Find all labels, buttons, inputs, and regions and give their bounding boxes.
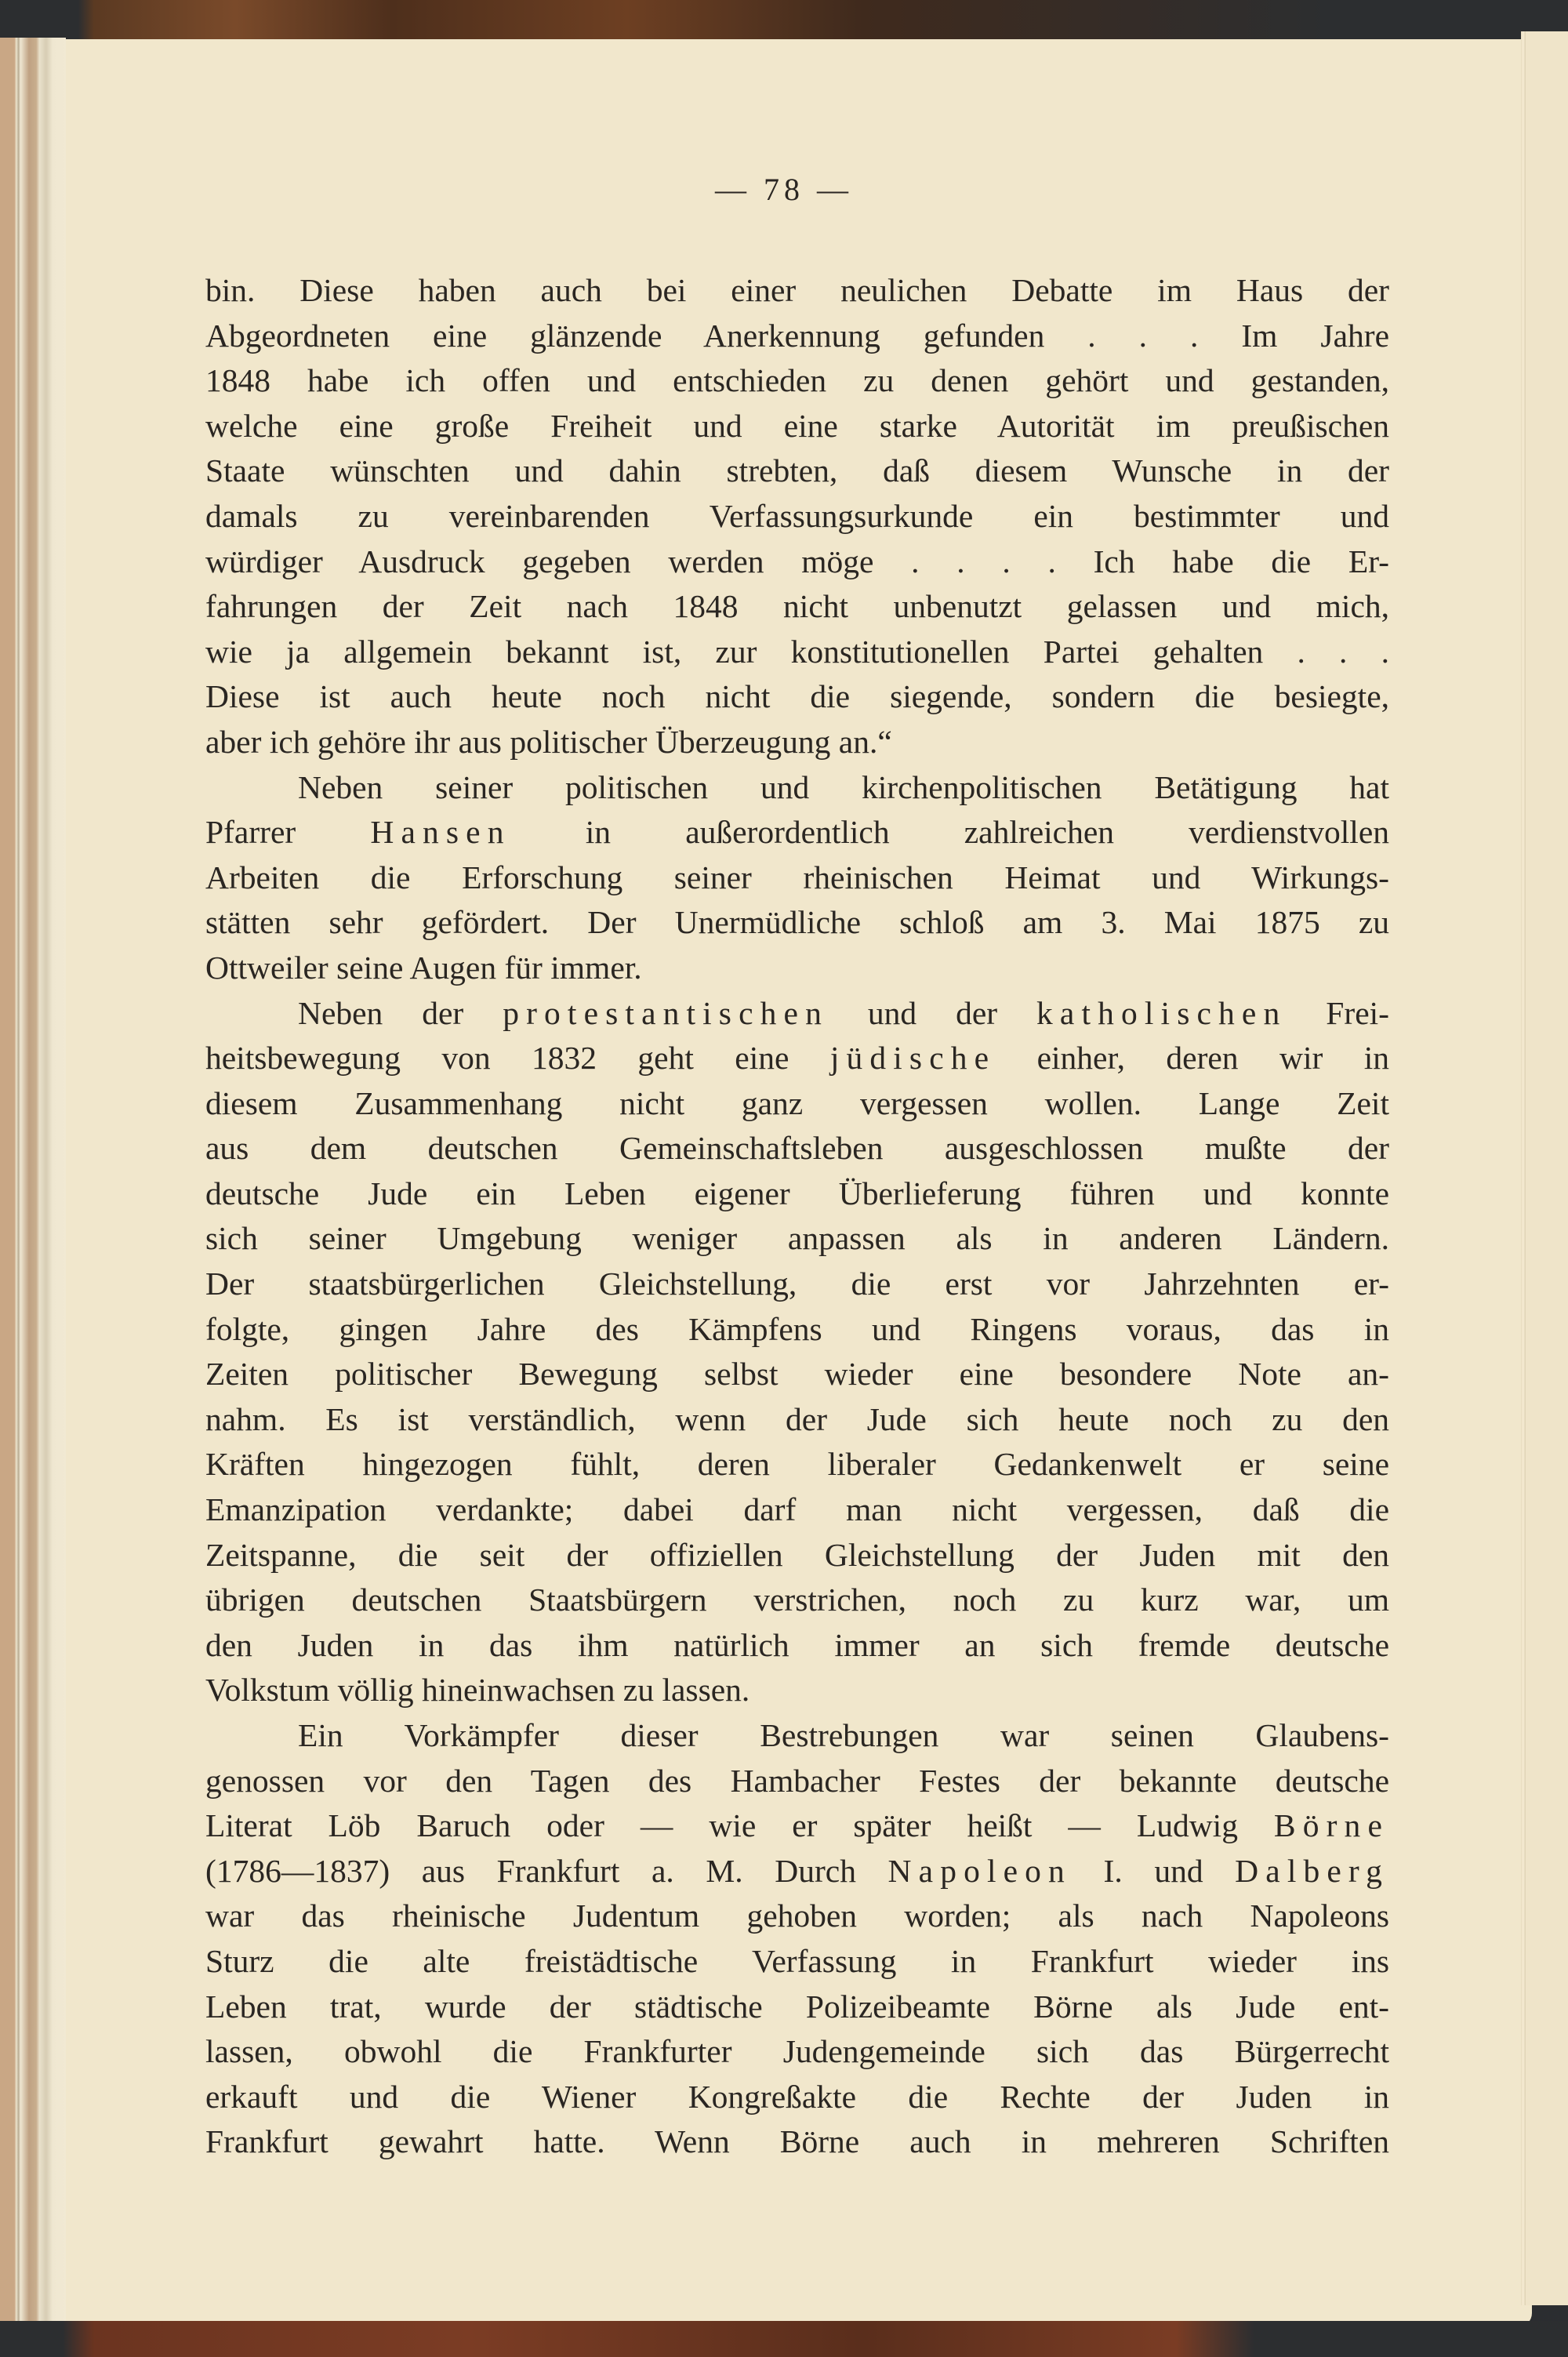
text-line: den Juden in das ihm natürlich immer an sich fremde deutsche (205, 1626, 1389, 1663)
text-run: Neben der (298, 994, 503, 1031)
text-line: Frankfurt gewahrt hatte. Wenn Börne auch in mehreren Schriften (205, 2123, 1389, 2160)
text-line: Leben trat, wurde der städtische Polizeibeamte Börne als Jude ent- (205, 1988, 1389, 2025)
emphasized-word: protestantischen (503, 994, 829, 1031)
text-line: folgte, gingen Jahre des Kämpfens und Ringens voraus, das in (205, 1310, 1389, 1347)
page-fold-line (1521, 31, 1526, 2305)
text-line: wie ja allgemein bekannt ist, zur konstitutionellen Partei gehalten . . . (205, 633, 1389, 670)
text-line: Volkstum völlig hineinwachsen zu lassen. (205, 1672, 750, 1709)
emphasized-word: katholischen (1036, 994, 1287, 1031)
text-run: in außerordentlich zahlreichen verdienstvollen (510, 814, 1389, 851)
text-line: Zeitspanne, die seit der offiziellen Gleichstellung der Juden mit den (205, 1536, 1389, 1573)
text-line: diesem Zusammenhang nicht ganz vergessen wollen. Lange Zeit (205, 1084, 1389, 1121)
text-line: erkauft und die Wiener Kongreßakte die Rechte der Juden in (205, 2078, 1389, 2115)
text-line: übrigen deutschen Staatsbürgern verstrichen, noch zu kurz war, um (205, 1582, 1389, 1618)
body-text (205, 268, 1389, 2165)
text-line: aber ich gehöre ihr aus politischer Überzeugung an.“ (205, 723, 892, 760)
emphasized-word: jüdische (829, 1040, 996, 1077)
text-line: Sturz die alte freistädtische Verfassung in Frankfurt wieder ins (205, 1942, 1389, 1979)
text-line: würdiger Ausdruck gegeben werden möge . . . . Ich habe die Er- (205, 543, 1389, 579)
text-line: deutsche Jude ein Leben eigener Überlieferung führen und konnte (205, 1175, 1389, 1211)
page-stack-left-edge (0, 38, 66, 2327)
paragraph-start-line: Neben seiner politischen und kirchenpolitischen Betätigung hat (298, 768, 1389, 805)
text-line (205, 1849, 1389, 1894)
next-page-strip (1526, 31, 1568, 2305)
text-line: damals zu vereinbarenden Verfassungsurkunde ein bestimmter und (205, 497, 1389, 534)
text-line: bin. Diese haben auch bei einer neulichen Debatte im Haus der (205, 272, 1389, 308)
text-line: Diese ist auch heute noch nicht die siegende, sondern die besiegte, (205, 678, 1389, 715)
text-line (205, 810, 1389, 855)
text-line: fahrungen der Zeit nach 1848 nicht unbenutzt gelassen und mich, (205, 588, 1389, 625)
text-line: genossen vor den Tagen des Hambacher Festes der bekannte deutsche (205, 1762, 1389, 1799)
emphasized-name: Börne (1273, 1807, 1389, 1844)
paragraph-start-line: Ein Vorkämpfer dieser Bestrebungen war seinen Glaubens- (298, 1717, 1389, 1753)
book-cover-bottom-edge (0, 2321, 1568, 2357)
text-line: lassen, obwohl die Frankfurter Judengemeinde sich das Bürgerrecht (205, 2033, 1389, 2070)
text-line: Emanzipation verdankte; dabei darf man nicht vergessen, daß die (205, 1491, 1389, 1528)
text-line: Staate wünschten und dahin strebten, daß diesem Wunsche in der (205, 452, 1389, 489)
page-number: — 78 — (715, 172, 853, 207)
text-run: heitsbewegung von 1832 geht eine (205, 1040, 830, 1077)
text-line: stätten sehr gefördert. Der Unermüdliche schloß am 3. Mai 1875 zu (205, 904, 1389, 941)
text-line (205, 1036, 1389, 1081)
paragraph-start-line (205, 991, 1389, 1037)
text-run: Pfarrer (205, 814, 371, 851)
text-line: welche eine große Freiheit und eine starke Autorität im preußischen (205, 407, 1389, 444)
text-run: und der (828, 994, 1037, 1031)
emphasized-name: Napoleon (887, 1852, 1072, 1889)
text-line: Zeiten politischer Bewegung selbst wieder eine besondere Note an- (205, 1356, 1389, 1393)
text-run: Literat Löb Baruch oder — wie er später heißt — Ludwig (205, 1807, 1274, 1844)
text-line (205, 1803, 1389, 1849)
text-line: Kräften hingezogen fühlt, deren liberaler Gedankenwelt er seine (205, 1446, 1389, 1483)
text-run: I. und (1071, 1852, 1236, 1889)
text-run: (1786—1837) aus Frankfurt a. M. Durch (205, 1852, 888, 1889)
book-cover-top-edge (0, 0, 1568, 39)
text-line: sich seiner Umgebung weniger anpassen als in anderen Ländern. (205, 1220, 1389, 1257)
text-line: war das rheinische Judentum gehoben worden; als nach Napoleons (205, 1898, 1389, 1934)
emphasized-name: Hansen (370, 814, 511, 851)
text-line: Arbeiten die Erforschung seiner rheinischen Heimat und Wirkungs- (205, 859, 1389, 895)
text-line: 1848 habe ich offen und entschieden zu denen gehört und gestanden, (205, 362, 1389, 399)
text-line: Der staatsbürgerlichen Gleichstellung, die erst vor Jahrzehnten er- (205, 1266, 1389, 1302)
text-line: Abgeordneten eine glänzende Anerkennung gefunden . . . Im Jahre (205, 317, 1389, 354)
text-line: nahm. Es ist verständlich, wenn der Jude sich heute noch zu den (205, 1400, 1389, 1437)
text-run: Frei- (1287, 994, 1389, 1031)
text-line: Ottweiler seine Augen für immer. (205, 949, 642, 986)
emphasized-name: Dalberg (1235, 1852, 1389, 1889)
text-line: aus dem deutschen Gemeinschaftsleben ausgeschlossen mußte der (205, 1130, 1389, 1167)
text-run: einher, deren wir in (996, 1040, 1389, 1077)
